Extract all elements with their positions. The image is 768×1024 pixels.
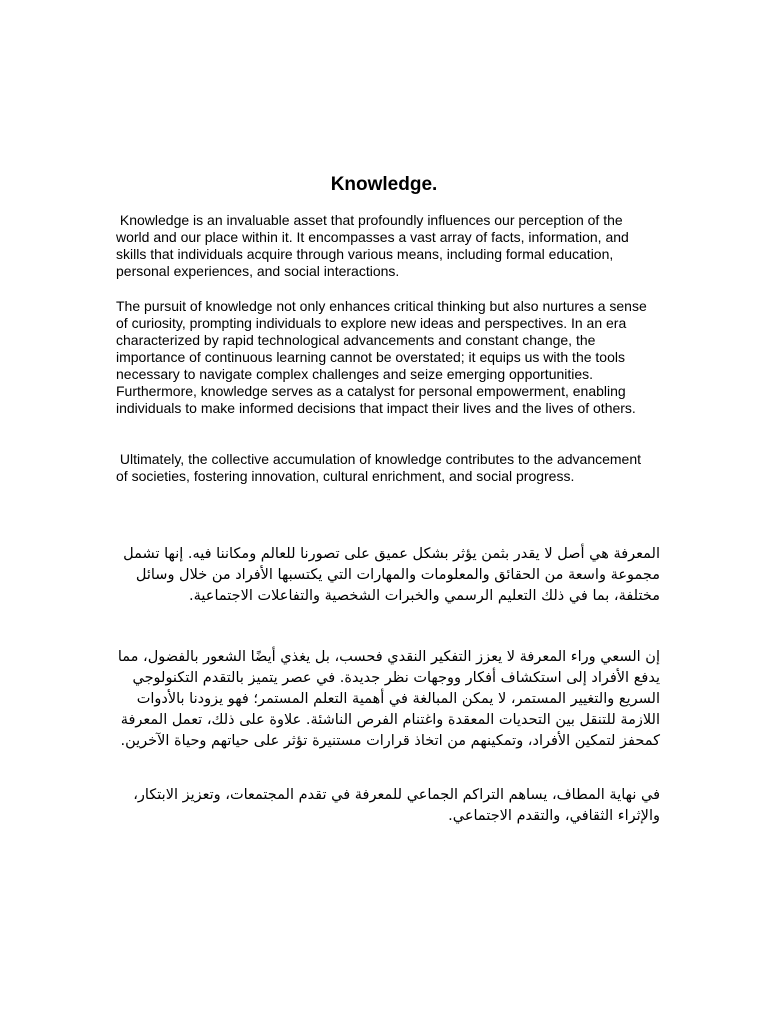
document-title: Knowledge. xyxy=(330,174,438,195)
arabic-paragraph-3: في نهاية المطاف، يساهم التراكم الجماعي للمعرفة في تقدم المجتمعات، وتعزيز الابتكار، والإثراء الثقافي، والتقدم الاجتماعي. xyxy=(133,787,660,824)
english-paragraph-3: Ultimately, the collective accumulation of knowledge contributes to the advancement of societies, fostering innovation, cultural enrichment, and social progress. xyxy=(116,451,645,484)
english-paragraph-1: Knowledge is an invaluable asset that profoundly influences our perception of the world and our place within it. It encompasses a vast array of facts, information, and skills that individuals acquire through various means, including formal education, personal experiences, and social interactions. xyxy=(116,212,633,279)
arabic-paragraph-1: المعرفة هي أصل لا يقدر بثمن يؤثر بشكل عميق على تصورنا للعالم ومكاننا فيه. إنها تشمل مجموعة واسعة من الحقائق والمعلومات والمهارات التي يكتسبها الأفراد من خلال وسائل مختلفة، بما في ذلك التعليم الرسمي والخبرات الشخصية والتفاعلات الاجتماعية. xyxy=(123,546,660,604)
english-paragraph-2: The pursuit of knowledge not only enhances critical thinking but also nurtures a sense of curiosity, prompting individuals to explore new ideas and perspectives. In an era characterized by rapid technological advancements and constant change, the importance of continuous learning cannot be overstated; it equips us with the tools necessary to navigate complex challenges and seize emerging opportunities. Furthermore, knowledge serves as a catalyst for personal empowerment, enabling individuals to make informed decisions that impact their lives and the lives of others. xyxy=(116,298,651,416)
arabic-paragraph-2: إن السعي وراء المعرفة لا يعزز التفكير النقدي فحسب، بل يغذي أيضًا الشعور بالفضول، مما يدفع الأفراد إلى استكشاف أفكار ووجهات نظر جديدة. في عصر يتميز بالتقدم التكنولوجي السريع والتغيير المستمر، لا يمكن المبالغة في أهمية التعلم المستمر؛ فهو يزودنا بالأدوات اللازمة للتنقل بين التحديات المعقدة واغتنام الفرص الناشئة. علاوة على ذلك، تعمل المعرفة كمحفز لتمكين الأفراد، وتمكينهم من اتخاذ قرارات مستنيرة تؤثر على حياتهم وحياة الآخرين. xyxy=(117,649,660,749)
